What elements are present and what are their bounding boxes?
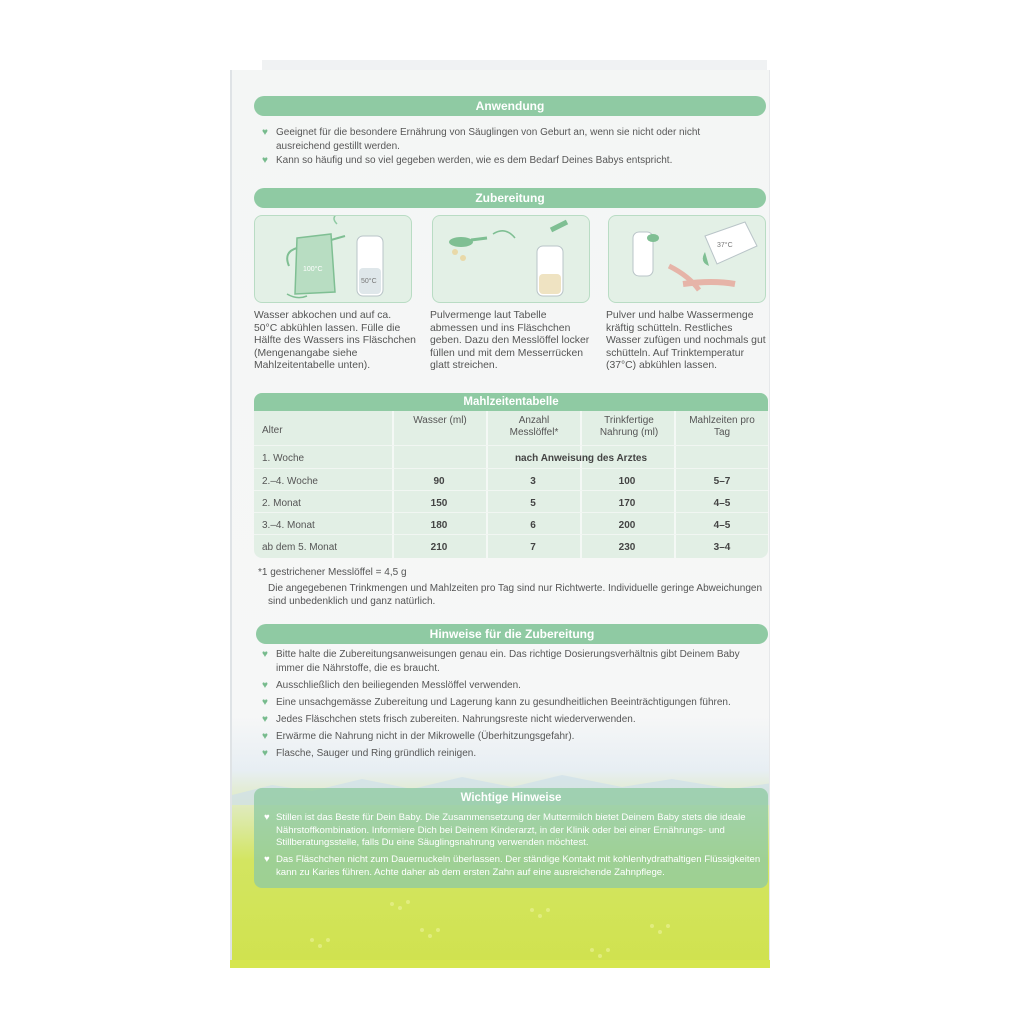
temp-100-label: 100°C [303,266,323,273]
row-note: nach Anweisung des Arztes [514,453,648,464]
hinweise-bullet-text: Ausschließlich den beiliegenden Messlöffel verwenden. [276,680,521,691]
hinweise-header [256,624,768,644]
zubereitung-title: Zubereitung [475,191,545,205]
heart-icon: ♥ [262,649,268,660]
cell-trink: 170 [618,498,636,509]
cell-anzahl: 7 [530,542,536,553]
row-alter: ab dem 5. Monat [262,542,338,553]
hinweise-bullet-6 [262,747,752,761]
hinweise-bullet-text: Erwärme die Nahrung nicht in der Mikrowelle (Überhitzungsgefahr). [276,731,575,742]
step-3-text: Pulver und halbe Wassermenge kräftig schütteln. Restliches Wasser zufügen und nochmals gut schütteln. Auf Trinktemperatur (37°C) abkühlen lassen. [606,310,766,371]
cell-trink: 200 [618,520,636,531]
hinweise-bullet-text: Flasche, Sauger und Ring gründlich reinigen. [276,748,477,759]
hinweise-bullet-4 [262,713,752,727]
wichtige-hinweise-box [254,788,768,888]
cell-wasser: 90 [433,476,445,487]
scoop-bottle-icon [433,216,589,302]
hinweise-bullet-5 [262,730,752,744]
hinweise-bullet-3 [262,696,752,710]
row-alter: 1. Woche [262,453,305,464]
row-divider [254,468,768,469]
header-alter: Alter [262,425,283,436]
step-1-illustration [254,215,412,303]
row-divider [254,490,768,491]
kettle-bottle-icon [255,216,411,302]
cell-wasser: 180 [430,520,448,531]
anwendung-bullet-text: Geeignet für die besondere Ernährung von Säuglingen von Geburt an, wenn sie nicht oder nicht ausreichend gestillt werden. [276,127,701,152]
hinweise-bullet-text: Jedes Fläschchen stets frisch zubereiten. Nahrungsreste nicht wiederverwenden. [276,714,636,725]
row-divider [254,445,768,446]
heart-icon: ♥ [262,680,268,691]
step-3-illustration [608,215,766,303]
cell-mahl: 4–5 [713,520,731,531]
cell-anzahl: 5 [530,498,536,509]
row-divider [254,512,768,513]
heart-icon: ♥ [262,127,268,138]
wichtig-bullet-text: Das Fläschchen nicht zum Dauernuckeln überlassen. Der ständige Kontakt mit kohlenhydrathaltigen Flüssigkeiten kann zu Karies führen. Achte daher ab dem ersten Zahn auf eine ausreichende Zahnpflege. [276,854,761,878]
heart-icon: ♥ [262,731,268,742]
anwendung-header [254,96,766,116]
table-footnote: *1 gestrichener Messlöffel = 4,5 g [258,567,407,578]
heart-icon: ♥ [262,155,268,166]
cell-mahl: 3–4 [713,542,731,553]
product-box-back [230,70,770,968]
step-1-text: Wasser abkochen und auf ca. 50°C abkühlen lassen. Fülle die Hälfte des Wassers ins Fläschchen (Mengenangabe siehe Mahlzeitentabelle unten). [254,310,416,371]
row-divider [254,534,768,535]
row-alter: 2.–4. Woche [262,476,318,487]
hinweise-bullet-2 [262,679,752,693]
row-alter: 3.–4. Monat [262,520,315,531]
anwendung-bullet-1 [262,126,752,153]
temp-50-label: 50°C [361,278,377,285]
wichtige-hinweise-title: Wichtige Hinweise [460,792,562,804]
cell-anzahl: 6 [530,520,536,531]
header-trinkfertig: Trinkfertige Nahrung (ml) [599,415,659,438]
wichtig-bullet-text: Stillen ist das Beste für Dein Baby. Die Zusammensetzung der Muttermilch bietet Deinem Baby stets die ideale Nährstoffkombination. Informiere Dich bei Deinem Kinderarzt, in der Klinik oder bei einer Ernährungs- und Stillberatungsstelle, falls Du eine Säuglingsnahrung verwenden möchtest. [276,812,746,848]
zubereitung-header [254,188,766,208]
cell-mahl: 5–7 [713,476,731,487]
hinweise-bullet-text: Eine unsachgemässe Zubereitung und Lagerung kann zu gesundheitlichen Beeinträchtigungen führen. [276,697,731,708]
heart-icon: ♥ [264,812,270,823]
meal-table [254,393,768,558]
anwendung-bullet-2 [262,154,752,168]
heart-icon: ♥ [264,854,270,865]
cell-trink: 230 [618,542,636,553]
step-2-text: Pulvermenge laut Tabelle abmessen und ins Fläschchen geben. Dazu den Messlöffel locker füllen und mit dem Messerrücken glatt streichen. [430,310,590,371]
header-wasser: Wasser (ml) [413,415,467,426]
cell-mahl: 4–5 [713,498,731,509]
anwendung-bullet-text: Kann so häufig und so viel gegeben werden, wie es dem Bedarf Deines Babys entspricht. [276,155,673,166]
anwendung-title: Anwendung [475,99,545,113]
wichtig-bullet-2 [264,854,764,879]
heart-icon: ♥ [262,697,268,708]
cell-wasser: 210 [430,542,448,553]
heart-icon: ♥ [262,748,268,759]
cell-wasser: 150 [430,498,448,509]
table-remark: Die angegebenen Trinkmengen und Mahlzeiten pro Tag sind nur Richtwerte. Individuelle geringe Abweichungen sind unbedenklich und ganz natürlich. [268,583,763,607]
hinweise-title: Hinweise für die Zubereitung [429,627,595,641]
shake-bottle-icon [609,216,765,302]
meal-table-title: Mahlzeitentabelle [254,393,768,411]
hinweise-bullet-1 [262,648,752,675]
box-bottom-edge [230,960,770,968]
temp-37-label: 37°C [717,242,733,249]
cell-anzahl: 3 [530,476,536,487]
heart-icon: ♥ [262,714,268,725]
row-alter: 2. Monat [262,498,301,509]
meadow-pattern [232,890,770,968]
box-top-edge [262,60,767,70]
step-2-illustration [432,215,590,303]
wichtig-bullet-1 [264,812,764,850]
header-anzahl: Anzahl Messlöffel* [509,415,559,438]
cell-trink: 100 [618,476,636,487]
header-mahlzeiten: Mahlzeiten pro Tag [689,415,755,438]
hinweise-bullet-text: Bitte halte die Zubereitungsanweisungen genau ein. Das richtige Dosierungsverhältnis gibt Deinem Baby immer die Nährstoffe, die es braucht. [276,649,740,674]
